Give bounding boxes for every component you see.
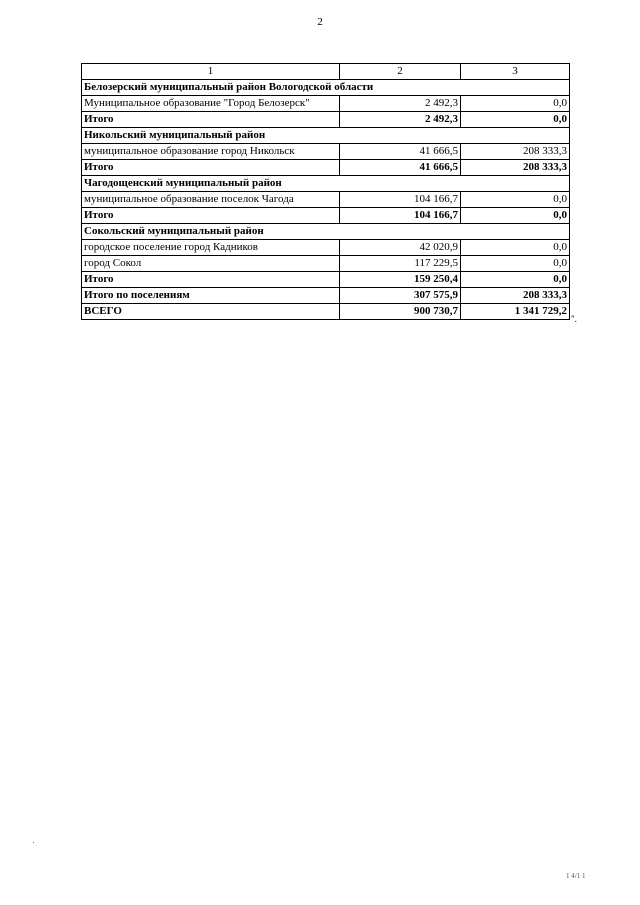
row-label: Итого [82,112,340,128]
section-title: Сокольский муниципальный район [82,224,570,240]
row-label: Итого по поселениям [82,288,340,304]
value-col-3: 0,0 [461,208,570,224]
row-label: Итого [82,272,340,288]
total-row [82,304,570,320]
total-row [82,288,570,304]
total-row [82,208,570,224]
budget-table [81,63,570,320]
section-row [82,176,570,192]
section-title: Белозерский муниципальный район Вологодской области [82,80,570,96]
value-col-2: 42 020,9 [340,240,461,256]
value-col-3: 1 341 729,2 [461,304,570,320]
value-col-3: 208 333,3 [461,160,570,176]
column-header-1: 1 [82,64,340,80]
section-row [82,224,570,240]
footer-mark: 1 4/1 1 [566,872,586,880]
section-row [82,80,570,96]
section-title: Никольский муниципальный район [82,128,570,144]
row-label: ВСЕГО [82,304,340,320]
row-label: Итого [82,160,340,176]
section-row [82,128,570,144]
row-label: Итого [82,208,340,224]
value-col-3: 0,0 [461,112,570,128]
value-col-3: 208 333,3 [461,144,570,160]
table-row [82,192,570,208]
row-label: муниципальное образование город Никольск [82,144,340,160]
row-label: город Сокол [82,256,340,272]
table-row [82,144,570,160]
total-row [82,160,570,176]
value-col-2: 41 666,5 [340,144,461,160]
row-label: Муниципальное образование "Город Белозерск" [82,96,340,112]
value-col-3: 0,0 [461,256,570,272]
column-header-3: 3 [461,64,570,80]
value-col-2: 41 666,5 [340,160,461,176]
value-col-3: 208 333,3 [461,288,570,304]
row-label: городское поселение город Кадников [82,240,340,256]
total-row [82,272,570,288]
value-col-3: 0,0 [461,240,570,256]
row-label: муниципальное образование поселок Чагода [82,192,340,208]
scan-speck [33,842,34,843]
column-header-2: 2 [340,64,461,80]
table-row [82,96,570,112]
value-col-2: 2 492,3 [340,112,461,128]
value-col-3: 0,0 [461,272,570,288]
section-title: Чагодощенский муниципальный район [82,176,570,192]
table-row [82,256,570,272]
table-header-row [82,64,570,80]
value-col-2: 117 229,5 [340,256,461,272]
value-col-3: 0,0 [461,96,570,112]
value-col-2: 900 730,7 [340,304,461,320]
value-col-2: 104 166,7 [340,192,461,208]
table-row [82,240,570,256]
value-col-3: 0,0 [461,192,570,208]
page-number: 2 [317,16,323,28]
value-col-2: 307 575,9 [340,288,461,304]
value-col-2: 104 166,7 [340,208,461,224]
closing-quote: ". [571,314,577,324]
value-col-2: 2 492,3 [340,96,461,112]
total-row [82,112,570,128]
value-col-2: 159 250,4 [340,272,461,288]
